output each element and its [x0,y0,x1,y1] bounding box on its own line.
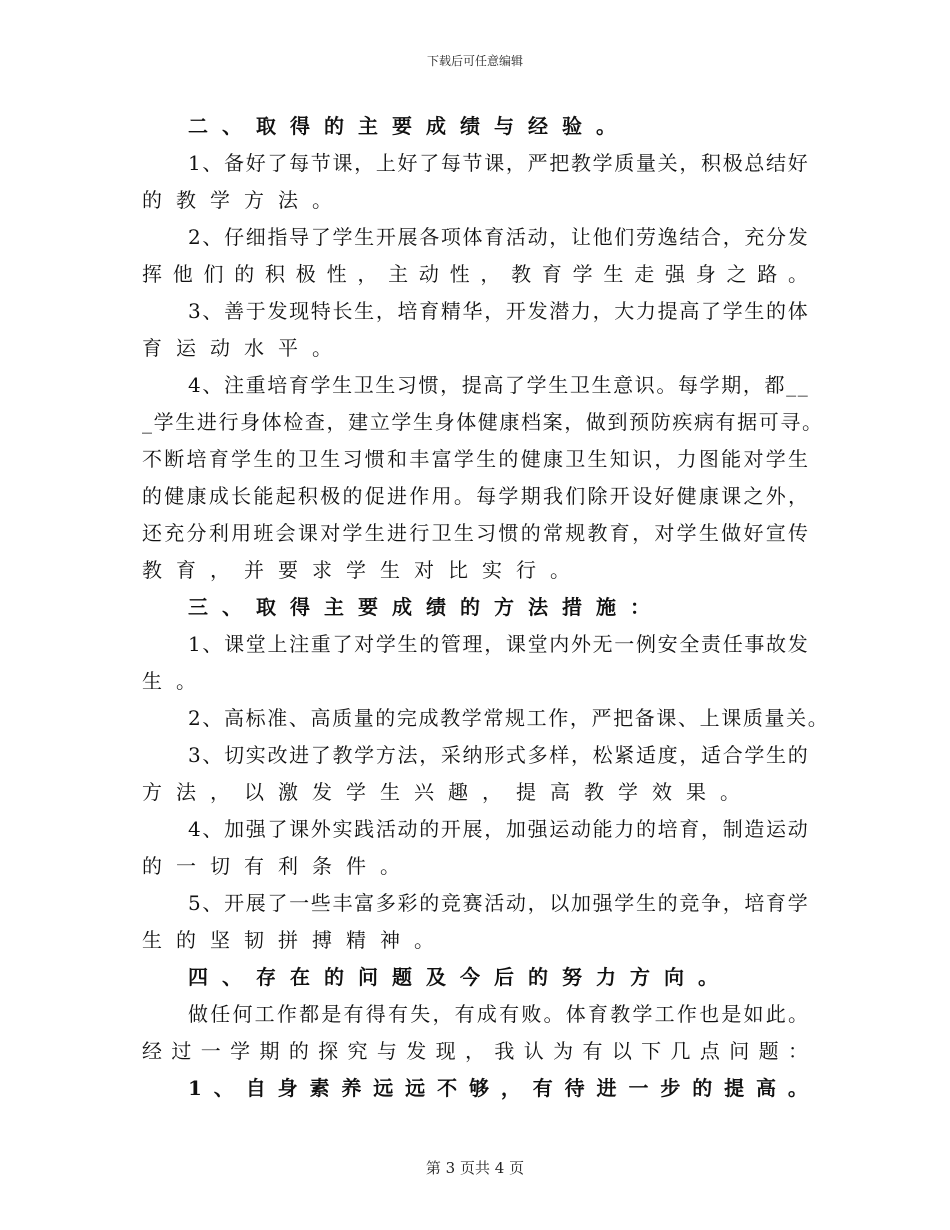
page-header: 下载后可任意编辑 [426,54,523,68]
paragraph-line: 3、善于发现特长生，培育精华，开发潜力，大力提高了学生的体 [188,299,810,323]
paragraph-line: 的教学方法。 [142,188,346,212]
paragraph-line: 生。 [142,669,210,693]
paragraph-line: 做任何工作都是有得有失，有成有败。体育教学工作也是如此。 [188,1002,811,1026]
paragraph-line: 还充分利用班会课对学生进行卫生习惯的常规教育，对学生做好宣传 [142,521,811,545]
page-footer: 第 3 页共 4 页 [425,1159,525,1177]
paragraph-line: 不断培育学生的卫生习惯和丰富学生的健康卫生知识，力图能对学生 [142,447,811,471]
section-heading: 三、取得主要成绩的方法措施： [188,595,664,619]
paragraph-line: 经过一学期的探究与发现，我认为有以下几点问题： [142,1039,818,1063]
paragraph-line: 5、开展了一些丰富多彩的竞赛活动，以加强学生的竞争，培育学 [188,891,810,915]
section-heading: 二、取得的主要成绩与经验。 [188,114,630,138]
paragraph-line: 4、注重培育学生卫生习惯，提高了学生卫生意识。每学期，都__ [188,373,810,397]
paragraph-line: 的一切有利条件。 [142,854,414,878]
paragraph-line: 2、高标准、高质量的完成教学常规工作，严把备课、上课质量关。 [188,706,830,730]
paragraph-line: 方法，以激发学生兴趣，提高教学效果。 [142,780,754,804]
paragraph-line: 挥他们的积极性，主动性，教育学生走强身之路。 [142,262,819,286]
section-heading: 1、自身素养远远不够，有待进一步的提高。 [188,1076,820,1100]
paragraph-line: 1、备好了每节课，上好了每节课，严把教学质量关，积极总结好 [188,151,810,175]
paragraph-line: 3、切实改进了教学方法，采纳形式多样，松紧适度，适合学生的 [188,743,810,767]
paragraph-line: 2、仔细指导了学生开展各项体育活动，让他们劳逸结合，充分发 [188,225,810,249]
paragraph-line: 的健康成长能起积极的促进作用。每学期我们除开设好健康课之外， [142,484,811,508]
paragraph-line: _学生进行身体检查，建立学生身体健康档案，做到预防疾病有据可寻。 [142,410,824,434]
paragraph-line: 生的坚韧拼搏精神。 [142,928,448,952]
paragraph-line: 教育，并要求学生对比实行。 [142,558,584,582]
section-heading: 四、存在的问题及今后的努力方向。 [188,965,732,989]
paragraph-line: 育运动水平。 [142,336,346,360]
paragraph-line: 1、课堂上注重了对学生的管理，课堂内外无一例安全责任事故发 [188,632,810,656]
paragraph-line: 4、加强了课外实践活动的开展，加强运动能力的培育，制造运动 [188,817,810,841]
